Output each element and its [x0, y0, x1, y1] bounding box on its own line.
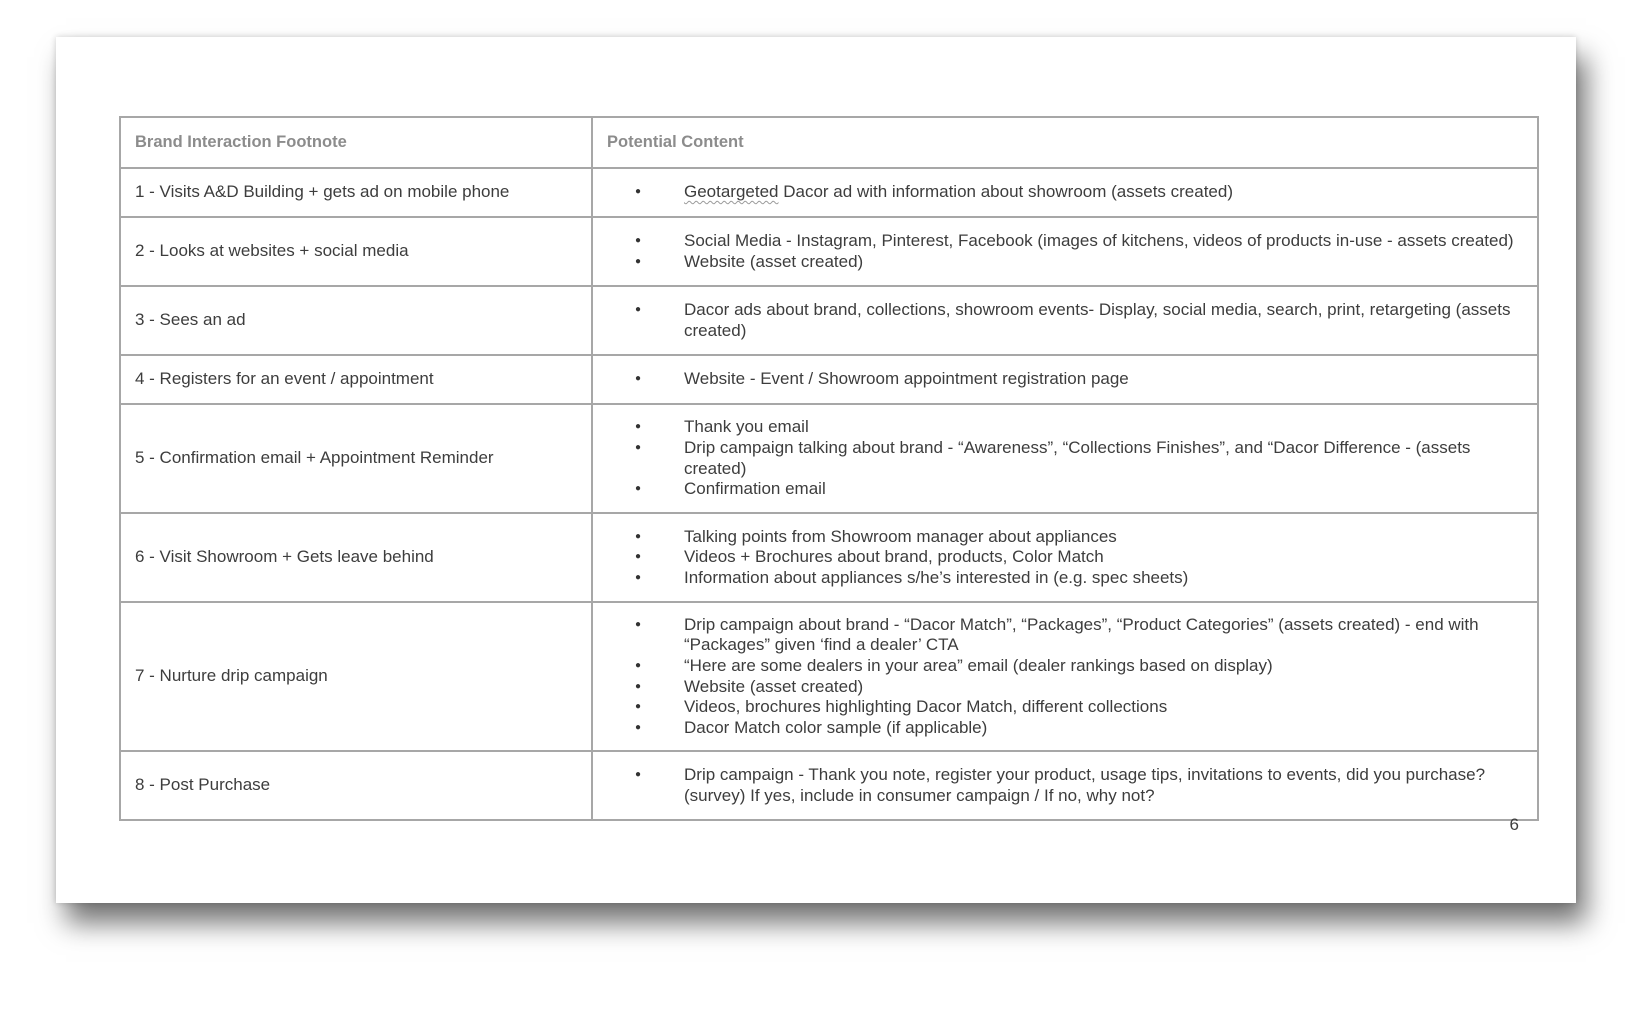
row-label: 2 - Looks at websites + social media: [120, 217, 592, 286]
row-content: [592, 751, 1538, 820]
row-content: [592, 286, 1538, 355]
bullet-list: [607, 300, 1523, 341]
table-row: [120, 286, 1538, 355]
row-label: 7 - Nurture drip campaign: [120, 602, 592, 751]
bullet-list: [607, 417, 1523, 499]
table-row: [120, 751, 1538, 820]
row-label: 4 - Registers for an event / appointment: [120, 355, 592, 404]
row-label: 8 - Post Purchase: [120, 751, 592, 820]
table-row: [120, 404, 1538, 513]
list-item: ● “Here are some dealers in your area” email (dealer rankings based on display): [607, 656, 1523, 677]
bullet-list: [607, 527, 1523, 589]
slide: [56, 37, 1576, 903]
list-item: ● Website (asset created): [607, 252, 1523, 273]
list-item: ● Information about appliances s/he’s interested in (e.g. spec sheets): [607, 568, 1523, 589]
bullet-list: [607, 765, 1523, 806]
row-content: [592, 217, 1538, 286]
table-row: [120, 602, 1538, 751]
bullet-list: [607, 615, 1523, 739]
row-content: [592, 513, 1538, 602]
page-number: 6: [1509, 815, 1519, 834]
list-item: ● Talking points from Showroom manager about appliances: [607, 527, 1523, 548]
table-header-row: [120, 117, 1538, 168]
row-label: 5 - Confirmation email + Appointment Reminder: [120, 404, 592, 513]
row-content: [592, 404, 1538, 513]
bullet-list: [607, 369, 1523, 390]
list-item-text: Dacor ad with information about showroom (assets created): [778, 182, 1233, 202]
list-item: ● Confirmation email: [607, 479, 1523, 500]
table-row: [120, 355, 1538, 404]
row-content: [592, 355, 1538, 404]
list-item: ● Videos + Brochures about brand, products, Color Match: [607, 547, 1523, 568]
list-item: ● Drip campaign - Thank you note, register your product, usage tips, invitations to events, did you purchase? (survey) If yes, include in consumer campaign / If no, why not?: [607, 765, 1523, 806]
table-row: [120, 168, 1538, 217]
list-item: ● Social Media - Instagram, Pinterest, Facebook (images of kitchens, videos of products in-use - assets created): [607, 231, 1523, 252]
list-item: ● Dacor Match color sample (if applicable): [607, 718, 1523, 739]
brand-interaction-table: [119, 116, 1539, 821]
table-row: [120, 217, 1538, 286]
table-row: [120, 513, 1538, 602]
row-label: 3 - Sees an ad: [120, 286, 592, 355]
list-item: ● Website - Event / Showroom appointment registration page: [607, 369, 1523, 390]
list-item: ● Drip campaign talking about brand - “Awareness”, “Collections Finishes”, and “Dacor Difference - (assets created): [607, 438, 1523, 479]
list-item: [607, 182, 1523, 203]
list-item: ● Dacor ads about brand, collections, showroom events- Display, social media, search, print, retargeting (assets created): [607, 300, 1523, 341]
header-potential-content: Potential Content: [592, 117, 1538, 168]
bullet-list: [607, 231, 1523, 272]
row-label: 6 - Visit Showroom + Gets leave behind: [120, 513, 592, 602]
list-item: ● Website (asset created): [607, 677, 1523, 698]
spellcheck-word: Geotargeted: [684, 182, 779, 202]
list-item: ● Drip campaign about brand - “Dacor Match”, “Packages”, “Product Categories” (assets created) - end with “Packages” given ‘find a dealer’ CTA: [607, 615, 1523, 656]
bullet-list: [607, 182, 1523, 203]
row-label: 1 - Visits A&D Building + gets ad on mobile phone: [120, 168, 592, 217]
list-item: ● Videos, brochures highlighting Dacor Match, different collections: [607, 697, 1523, 718]
row-content: [592, 602, 1538, 751]
row-content: [592, 168, 1538, 217]
header-brand-interaction-footnote: Brand Interaction Footnote: [120, 117, 592, 168]
list-item: ● Thank you email: [607, 417, 1523, 438]
